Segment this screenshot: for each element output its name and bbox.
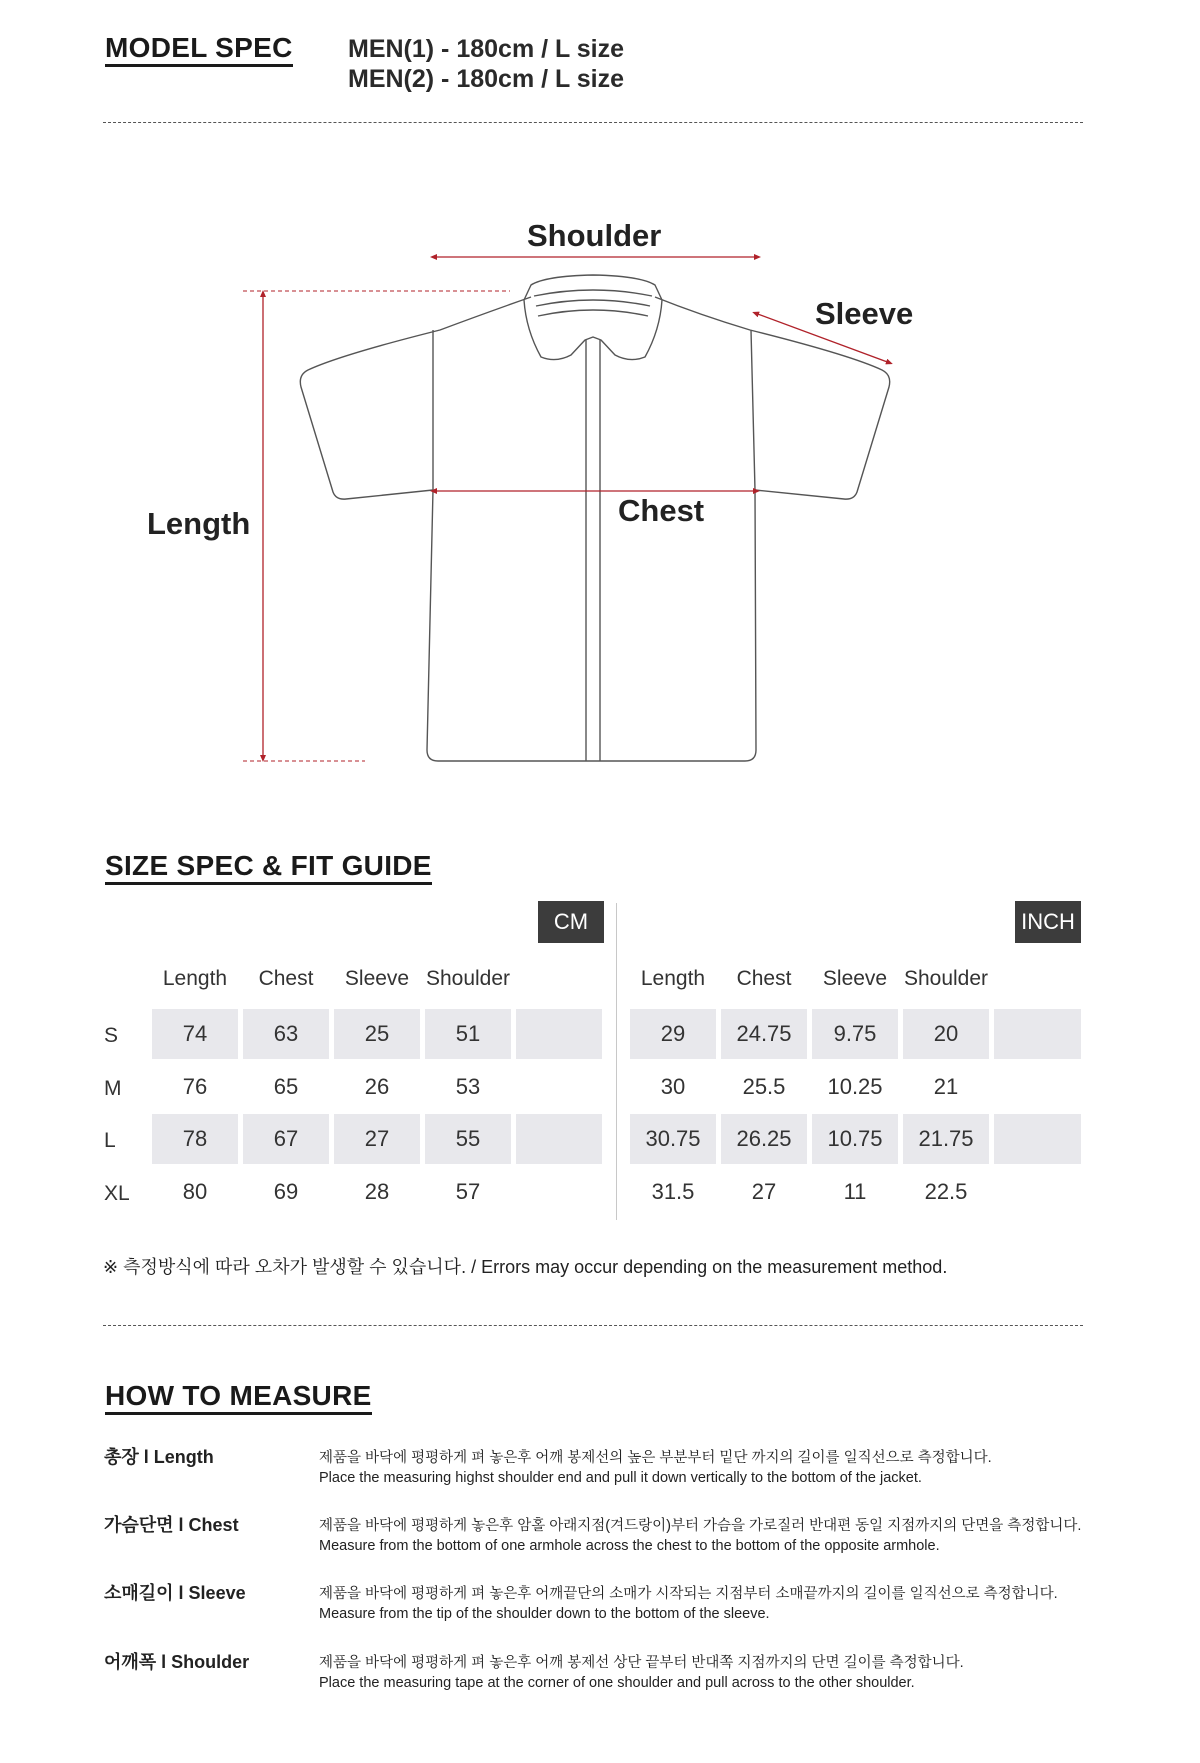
measure-desc-en: Place the measuring tape at the corner of one shoulder and pull across to the other shoulder.	[319, 1675, 915, 1691]
table-cell-empty	[516, 1009, 602, 1059]
cm-col-length: Length	[162, 967, 228, 990]
how-to-measure-title: HOW TO MEASURE	[105, 1381, 372, 1415]
model-spec-line-1: MEN(1) - 180cm / L size	[348, 35, 625, 63]
cm-col-shoulder: Shoulder	[425, 967, 511, 990]
size-label-xl: XL	[104, 1182, 130, 1205]
shirt-outline	[300, 275, 889, 761]
garment-diagram	[0, 0, 1200, 800]
table-cell: 29	[630, 1009, 716, 1059]
measure-desc-en: Measure from the bottom of one armhole across the chest to the bottom of the opposite armhole.	[319, 1538, 940, 1554]
measure-label-shoulder: 어깨폭 l Shoulder	[104, 1652, 250, 1672]
measure-desc-ko: 제품을 바닥에 평평하게 놓은후 암홀 아래지점(겨드랑이)부터 가슴을 가로질러 반대편 동일 지점까지의 단면을 측정합니다.	[319, 1518, 1082, 1534]
inch-col-length: Length	[640, 967, 706, 990]
measure-desc-ko: 제품을 바닥에 평평하게 펴 놓은후 어깨 봉제선의 높은 부분부터 밑단 까지의 길이를 일직선으로 측정합니다.	[319, 1450, 992, 1466]
table-cell: 30	[660, 1074, 686, 1099]
table-cell: 21	[933, 1074, 959, 1099]
chest-label: Chest	[618, 493, 705, 528]
size-label-l: L	[104, 1129, 116, 1152]
table-cell: 11	[843, 1179, 867, 1204]
shoulder-label: Shoulder	[527, 218, 662, 253]
table-cell: 78	[152, 1114, 238, 1164]
inch-col-chest: Chest	[736, 967, 792, 990]
table-cell: 57	[455, 1179, 481, 1204]
size-label-s: S	[104, 1024, 119, 1047]
sleeve-label: Sleeve	[815, 296, 914, 331]
cm-unit-badge: CM	[538, 901, 604, 943]
cm-col-sleeve: Sleeve	[344, 967, 410, 990]
table-cell: 10.25	[827, 1074, 883, 1099]
measure-desc-ko: 제품을 바닥에 평평하게 펴 놓은후 어깨끝단의 소매가 시작되는 지점부터 소매끝까지의 길이를 일직선으로 측정합니다.	[319, 1586, 1058, 1602]
table-cell: 27	[751, 1179, 777, 1204]
table-cell: 55	[425, 1114, 511, 1164]
divider-bottom	[103, 1325, 1083, 1326]
inch-col-shoulder: Shoulder	[903, 967, 989, 990]
measure-label-length: 총장 l Length	[104, 1447, 214, 1467]
measure-label-sleeve: 소매길이 l Sleeve	[104, 1583, 246, 1603]
table-cell: 25.5	[742, 1074, 786, 1099]
table-cell: 24.75	[721, 1009, 807, 1059]
table-cell: 63	[243, 1009, 329, 1059]
inch-col-sleeve: Sleeve	[822, 967, 888, 990]
table-cell: 69	[273, 1179, 299, 1204]
table-cell: 65	[273, 1074, 299, 1099]
table-cell: 28	[364, 1179, 390, 1204]
table-cell: 74	[152, 1009, 238, 1059]
length-label: Length	[147, 506, 251, 541]
model-spec-title: MODEL SPEC	[105, 33, 293, 67]
table-cell: 76	[182, 1074, 208, 1099]
table-cell-empty	[994, 1114, 1081, 1164]
size-spec-title: SIZE SPEC & FIT GUIDE	[105, 851, 432, 885]
table-cell: 27	[334, 1114, 420, 1164]
size-label-m: M	[104, 1077, 122, 1100]
table-cell: 31.5	[651, 1179, 695, 1204]
table-divider	[616, 903, 617, 1220]
measure-desc-en: Place the measuring highst shoulder end and pull it down vertically to the bottom of the jacket.	[319, 1470, 922, 1486]
measure-label-chest: 가슴단면 l Chest	[104, 1515, 239, 1535]
measurement-note: ※ 측정방식에 따라 오차가 발생할 수 있습니다. / Errors may occur depending on the measurement method.	[103, 1257, 948, 1277]
measure-desc-ko: 제품을 바닥에 평평하게 펴 놓은후 어깨 봉제선 상단 끝부터 반대쪽 지점까지의 단면 길이를 측정합니다.	[319, 1655, 964, 1671]
cm-col-chest: Chest	[258, 967, 314, 990]
table-cell: 51	[425, 1009, 511, 1059]
table-cell-empty	[516, 1114, 602, 1164]
table-cell: 80	[182, 1179, 208, 1204]
model-spec-line-2: MEN(2) - 180cm / L size	[348, 65, 625, 93]
measure-desc-en: Measure from the tip of the shoulder down to the bottom of the sleeve.	[319, 1606, 770, 1622]
table-cell: 67	[243, 1114, 329, 1164]
table-cell: 21.75	[903, 1114, 989, 1164]
table-cell: 26.25	[721, 1114, 807, 1164]
table-cell: 20	[903, 1009, 989, 1059]
table-cell-empty	[994, 1009, 1081, 1059]
table-cell: 10.75	[812, 1114, 898, 1164]
table-cell: 22.5	[924, 1179, 968, 1204]
table-cell: 30.75	[630, 1114, 716, 1164]
table-cell: 25	[334, 1009, 420, 1059]
inch-unit-badge: INCH	[1015, 901, 1081, 943]
table-cell: 9.75	[812, 1009, 898, 1059]
table-cell: 26	[364, 1074, 390, 1099]
table-cell: 53	[455, 1074, 481, 1099]
